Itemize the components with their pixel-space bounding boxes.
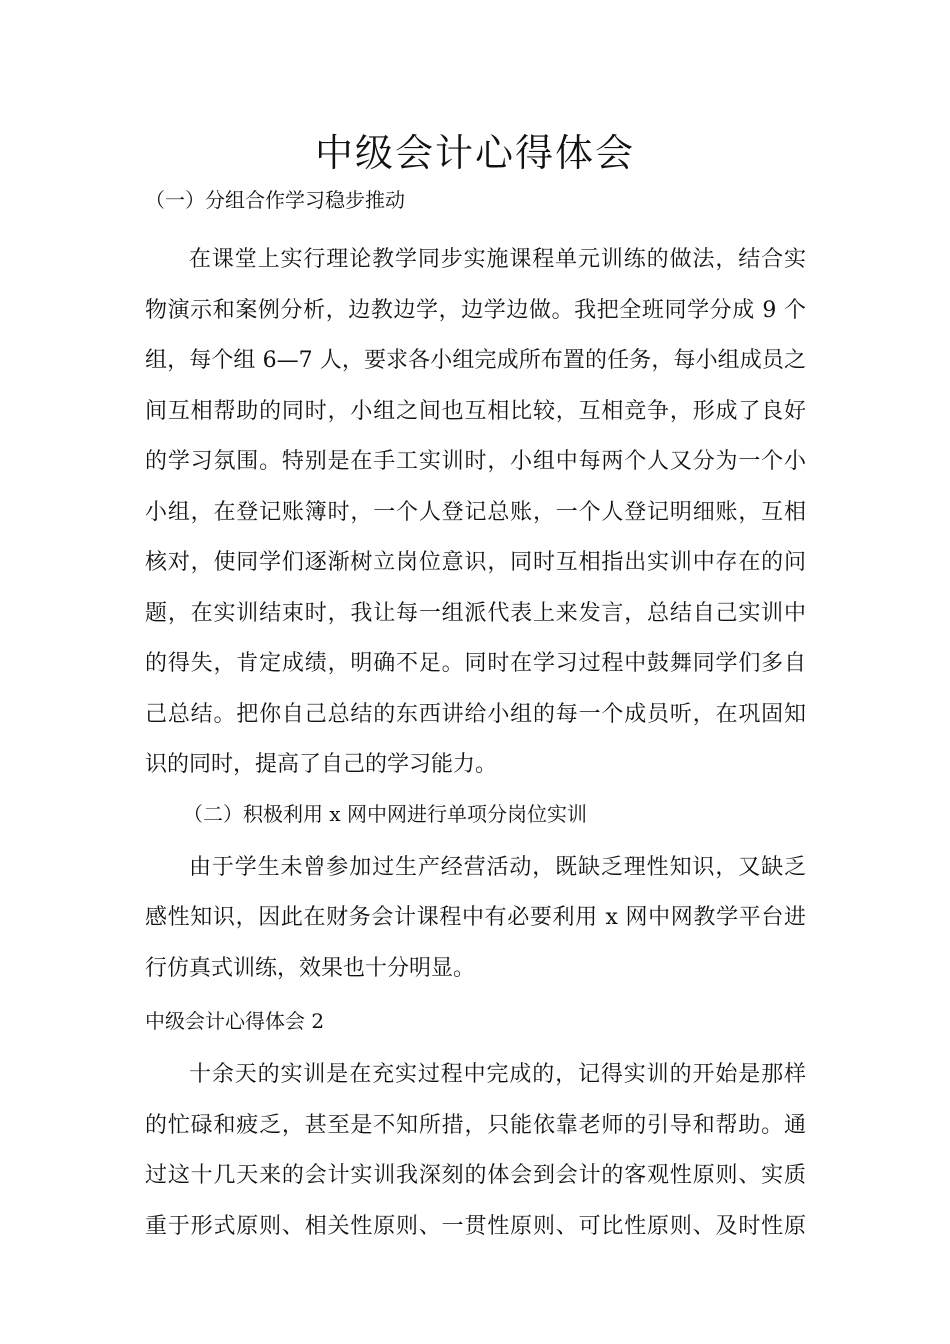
- paragraph-line: 重于形式原则、相关性原则、一贯性原则、可比性原则、及时性原: [145, 1213, 806, 1239]
- paragraph-line: 在课堂上实行理论教学同步实施课程单元训练的做法，结合实: [189, 247, 806, 272]
- document-title: 中级会计心得体会: [314, 131, 635, 175]
- section-heading-1: （一）分组合作学习稳步推动: [145, 188, 405, 212]
- paragraph-3: [145, 1050, 806, 1252]
- paragraph-line: 间互相帮助的同时，小组之间也互相比较，互相竞争，形成了良好: [145, 398, 806, 424]
- section-heading-2: （二）积极利用 x 网中网进行单项分岗位实训: [183, 801, 587, 826]
- paragraph-line: 行仿真式训练，效果也十分明显。: [145, 955, 476, 981]
- paragraph-line: 题，在实训结束时，我让每一组派代表上来发言，总结自己实训中: [145, 600, 806, 626]
- paragraph-line: 的忙碌和疲乏，甚至是不知所措，只能依靠老师的引导和帮助。通: [145, 1112, 806, 1138]
- paragraph-line: 物演示和案例分析，边教边学，边学边做。我把全班同学分成 9 个: [145, 297, 806, 323]
- paragraph-line: 十余天的实训是在充实过程中完成的，记得实训的开始是那样: [189, 1062, 806, 1087]
- document-body: [145, 183, 806, 1252]
- paragraph-line: 的学习氛围。特别是在手工实训时，小组中每两个人又分为一个小: [145, 449, 806, 474]
- paragraph-2: [145, 843, 806, 995]
- paragraph-line: 核对，使同学们逐渐树立岗位意识，同时互相指出实训中存在的问: [145, 550, 806, 575]
- paragraph-line: 过这十几天来的会计实训我深刻的体会到会计的客观性原则、实质: [145, 1163, 806, 1188]
- paragraph-line: 感性知识，因此在财务会计课程中有必要利用 x 网中网教学平台进: [145, 905, 806, 930]
- paragraph-line: 小组，在登记账簿时，一个人登记总账，一个人登记明细账，互相: [145, 499, 806, 525]
- section-heading-3: 中级会计心得体会 2: [145, 1009, 325, 1033]
- paragraph-line: 的得失，肯定成绩，明确不足。同时在学习过程中鼓舞同学们多自: [145, 651, 806, 676]
- paragraph-line: 由于学生未曾参加过生产经营活动，既缺乏理性知识，又缺乏: [189, 854, 806, 880]
- paragraph-line: 组，每个组 6—7 人，要求各小组完成所布置的任务，每小组成员之: [145, 348, 806, 373]
- paragraph-line: 识的同时，提高了自己的学习能力。: [145, 752, 498, 777]
- paragraph-line: 己总结。把你自己总结的东西讲给小组的每一个成员听，在巩固知: [145, 701, 806, 727]
- paragraph-1: [145, 235, 806, 791]
